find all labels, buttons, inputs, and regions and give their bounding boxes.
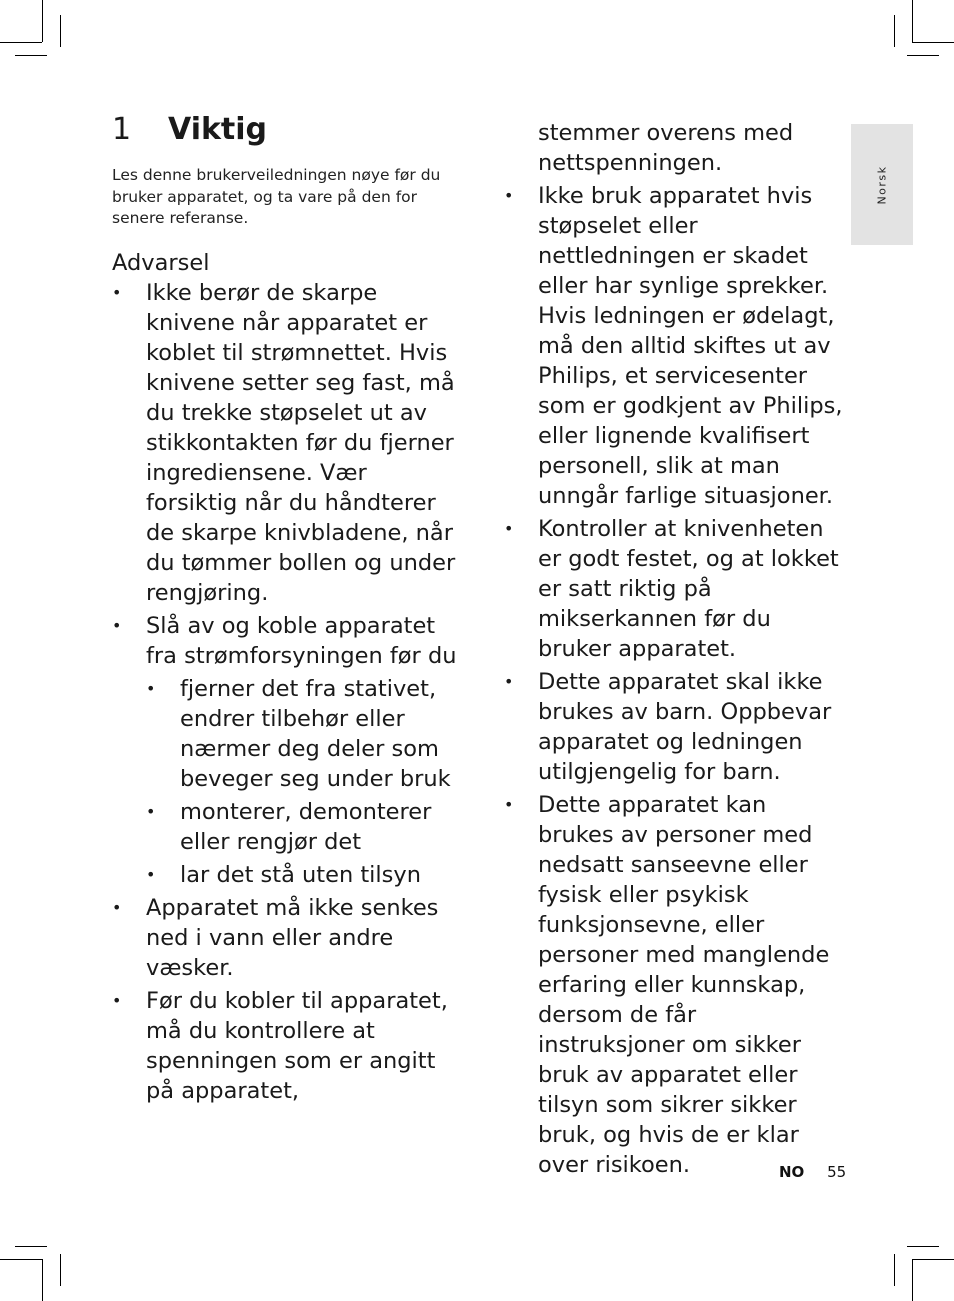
list-item-text: Ikke berør de skarpe knivene når apparatet er koblet til strømnettet. Hvis knivene setter seg fast, må du trekke støpselet ut av stikkontakten før du fjerner ingrediensene. Vær forsiktig når du håndterer de skarpe knivbladene, når du tømmer bollen og under rengjøring. bbox=[146, 279, 456, 606]
list-item-text: Kontroller at knivenheten er godt festet, og at lokket er satt riktig på mikserkannen før du bruker apparatet. bbox=[538, 516, 839, 662]
warning-list-right bbox=[504, 181, 849, 1180]
crop-mark bbox=[912, 1259, 954, 1260]
bullet-glyph: • bbox=[504, 186, 514, 205]
crop-mark bbox=[907, 55, 939, 56]
crop-mark bbox=[894, 15, 895, 47]
footer-lang-code: NO bbox=[779, 1163, 805, 1181]
list-item-text: Ikke bruk apparatet hvis støpselet eller nettledningen er skadet eller har synlige sprekker. Hvis ledningen er ødelagt, må den alltid skiftes ut av Philips, et servicesenter som er godkjent av Philips, eller lignende kvalifisert personell, slik at man unngår farlige situasjoner. bbox=[538, 183, 843, 509]
section-heading bbox=[112, 112, 457, 147]
list-item bbox=[112, 893, 457, 983]
crop-mark bbox=[42, 0, 43, 42]
list-item-text: Slå av og koble apparatet fra strømforsyningen før du bbox=[146, 612, 457, 669]
list-item-text: Dette apparatet skal ikke brukes av barn. Oppbevar apparatet og ledningen utilgjengelig for barn. bbox=[538, 669, 832, 785]
language-tab-label: Norsk bbox=[875, 164, 889, 205]
page-footer bbox=[779, 1163, 846, 1181]
list-item bbox=[504, 181, 849, 511]
crop-mark bbox=[60, 1254, 61, 1286]
bullet-glyph: • bbox=[112, 897, 122, 917]
list-item bbox=[504, 790, 849, 1180]
crop-mark bbox=[0, 42, 42, 43]
bullet-glyph: • bbox=[112, 615, 122, 635]
list-item bbox=[504, 514, 849, 664]
section-title: Viktig bbox=[168, 112, 268, 147]
crop-mark bbox=[912, 42, 954, 43]
bullet-glyph: • bbox=[146, 801, 156, 821]
list-item bbox=[112, 986, 457, 1106]
language-tab bbox=[851, 124, 913, 245]
list-item bbox=[112, 611, 457, 890]
crop-mark bbox=[912, 1259, 913, 1301]
list-item bbox=[112, 278, 457, 608]
sub-list-item bbox=[146, 797, 457, 857]
bullet-glyph: • bbox=[504, 519, 514, 538]
sub-list-item-text: lar det stå uten tilsyn bbox=[180, 861, 421, 888]
list-item-text: Før du kobler til apparatet, må du kontrollere at spenningen som er angitt på apparatet, bbox=[146, 987, 448, 1104]
sub-list-item-text: monterer, demonterer eller rengjør det bbox=[180, 798, 432, 855]
bullet-glyph: • bbox=[146, 678, 156, 698]
crop-mark bbox=[0, 1259, 42, 1260]
bullet-glyph: • bbox=[146, 864, 156, 884]
sub-list-item bbox=[146, 674, 457, 794]
page-number: 55 bbox=[827, 1163, 847, 1181]
continuation-text: stemmer overens med nettspenningen. bbox=[538, 120, 794, 176]
right-column bbox=[504, 118, 849, 1183]
section-number: 1 bbox=[112, 112, 132, 147]
intro-paragraph: Les denne brukerveiledningen nøye før du bruker apparatet, og ta vare på den for senere referanse. bbox=[112, 166, 441, 227]
crop-mark bbox=[912, 0, 913, 42]
crop-mark bbox=[894, 1254, 895, 1286]
warning-heading: Advarsel bbox=[112, 249, 210, 276]
crop-mark bbox=[60, 15, 61, 47]
left-column bbox=[112, 112, 457, 1109]
crop-mark bbox=[15, 55, 47, 56]
bullet-glyph: • bbox=[504, 795, 514, 814]
sub-list-item bbox=[146, 860, 457, 890]
warning-list-left bbox=[112, 278, 457, 1106]
crop-mark bbox=[42, 1259, 43, 1301]
list-item bbox=[504, 667, 849, 787]
crop-mark bbox=[15, 1246, 47, 1247]
crop-mark bbox=[907, 1246, 939, 1247]
bullet-glyph: • bbox=[112, 282, 122, 302]
bullet-glyph: • bbox=[504, 672, 514, 691]
list-item-text: Dette apparatet kan brukes av personer med nedsatt sanseevne eller fysisk eller psykisk funksjonsevne, eller personer med manglende erfaring eller kunnskap, dersom de får instruksjoner om sikker bruk av apparatet eller tilsyn som sikrer sikker bruk, og hvis de er klar over risikoen. bbox=[538, 792, 830, 1178]
bullet-glyph: • bbox=[112, 990, 122, 1010]
list-item-text: Apparatet må ikke senkes ned i vann eller andre væsker. bbox=[146, 894, 439, 981]
sub-list bbox=[146, 674, 457, 890]
sub-list-item-text: fjerner det fra stativet, endrer tilbehør eller nærmer deg deler som beveger seg under bruk bbox=[180, 675, 451, 792]
